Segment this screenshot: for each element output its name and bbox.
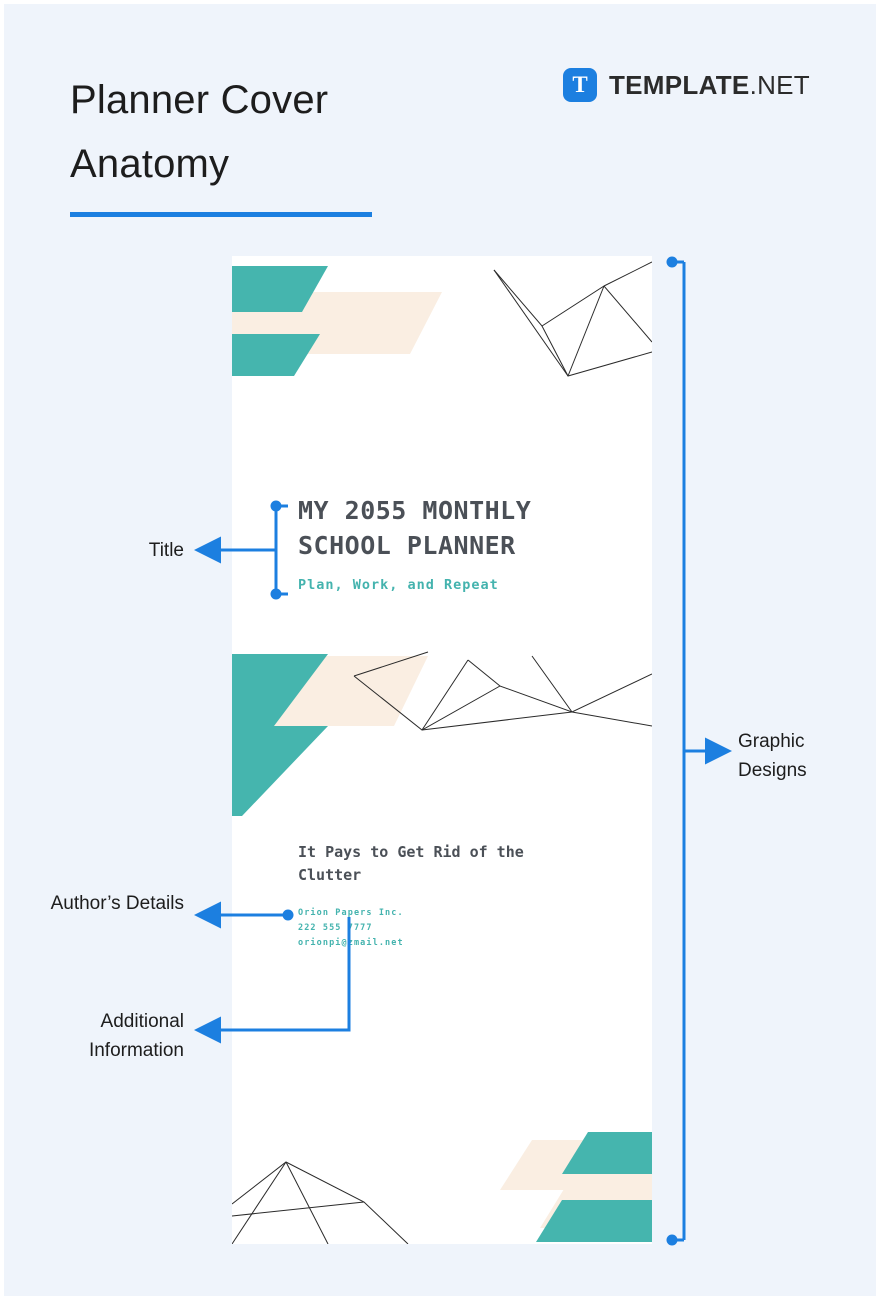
cover-tagline: It Pays to Get Rid of the Clutter — [298, 843, 524, 885]
teal-shape-top-2 — [232, 334, 320, 376]
planner-cover-artwork — [232, 256, 652, 1244]
line-mesh-top-right — [494, 262, 652, 376]
annotation-label-title: Title — [148, 540, 184, 561]
author-company: Orion Papers Inc. — [298, 908, 404, 918]
cover-title-block — [298, 494, 628, 593]
brand-logo — [563, 68, 810, 102]
cover-subtitle: Plan, Work, and Repeat — [298, 577, 499, 593]
graphic-anchor-dot-bottom — [667, 1235, 678, 1246]
author-phone: 222 555 7777 — [298, 922, 373, 933]
author-email: orionpi@zmail.net — [298, 937, 404, 948]
cover-decorations — [232, 256, 652, 1244]
template-net-logo-icon: T — [563, 68, 597, 102]
title-underline-rule — [70, 212, 372, 217]
annotation-label-graphic-designs: Graphic Designs — [738, 731, 807, 781]
page-title: Planner Cover Anatomy — [70, 78, 329, 186]
cover-heading: MY 2055 MONTHLY SCHOOL PLANNER — [298, 496, 532, 560]
brand-name — [609, 70, 810, 101]
graphic-anchor-dot-top — [667, 257, 678, 268]
annotation-label-additional-information: Additional Information — [88, 1011, 184, 1061]
cover-author-details — [298, 906, 404, 951]
teal-shape-bottom-1 — [562, 1132, 652, 1174]
annotation-label-author-details: Author’s Details — [50, 893, 184, 914]
graphic-designs-leader-line — [672, 262, 726, 1240]
line-mesh-bottom-left — [232, 1162, 408, 1244]
brand-name-bold: TEMPLATE — [608, 69, 750, 100]
brand-name-light: .NET — [749, 69, 810, 100]
